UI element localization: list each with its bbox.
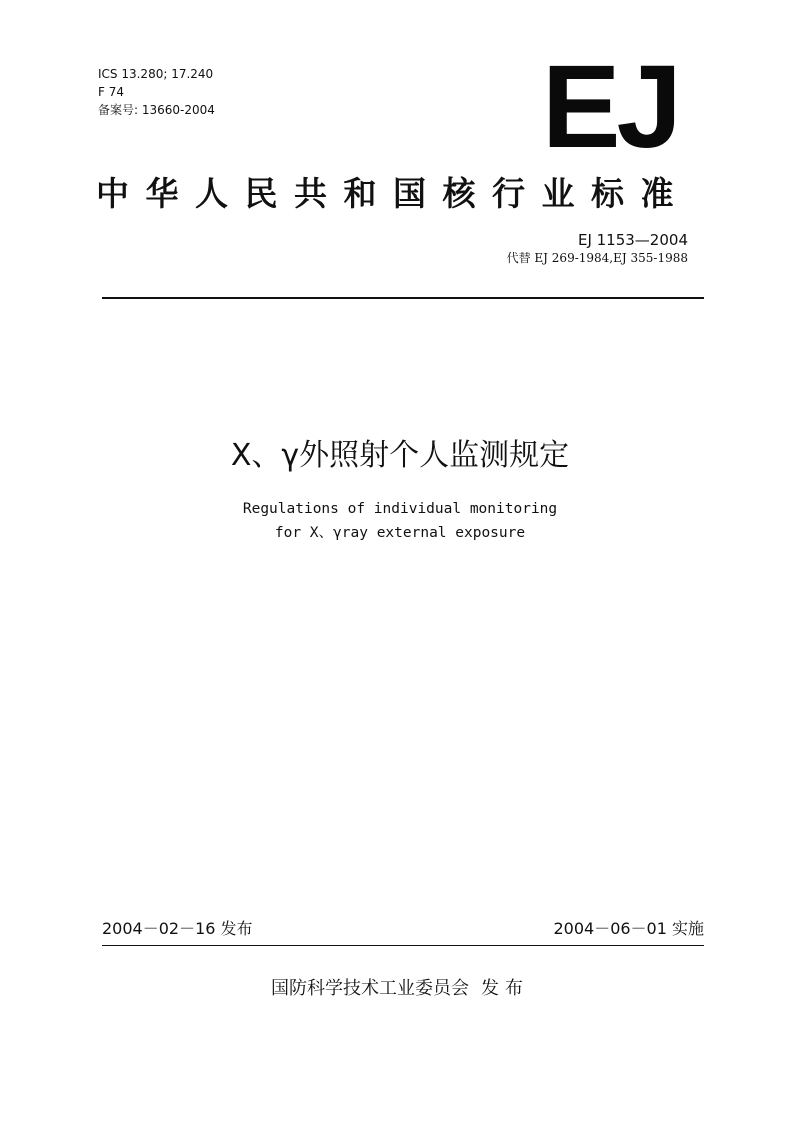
replaced-standards: 代替 EJ 269-1984,EJ 355-1988 — [506, 251, 688, 265]
ics-code: ICS 13.280; 17.240 — [98, 67, 214, 81]
issuer-action: 发布 — [481, 978, 529, 999]
document-title-en-line2: for X、γray external exposure — [274, 525, 526, 541]
issuer-line — [0, 976, 800, 1002]
ccs-code: F 74 — [98, 85, 124, 99]
implementation-date: 2004－06－01 实施 — [553, 919, 704, 938]
bottom-divider — [102, 945, 704, 946]
top-divider — [102, 297, 704, 299]
document-title-cn: X、γ外照射个人监测规定 — [230, 438, 570, 473]
issuer-name: 国防科学技术工业委员会 — [271, 978, 469, 999]
ej-logo: EJ — [541, 41, 679, 173]
filing-number: 备案号: 13660-2004 — [98, 103, 215, 117]
document-title-en-line1: Regulations of individual monitoring — [242, 501, 558, 517]
standard-number: EJ 1153—2004 — [577, 231, 688, 249]
standard-category-title: 中华人民共和国核行业标准 — [96, 174, 690, 213]
issue-date: 2004－02－16 发布 — [102, 919, 253, 938]
